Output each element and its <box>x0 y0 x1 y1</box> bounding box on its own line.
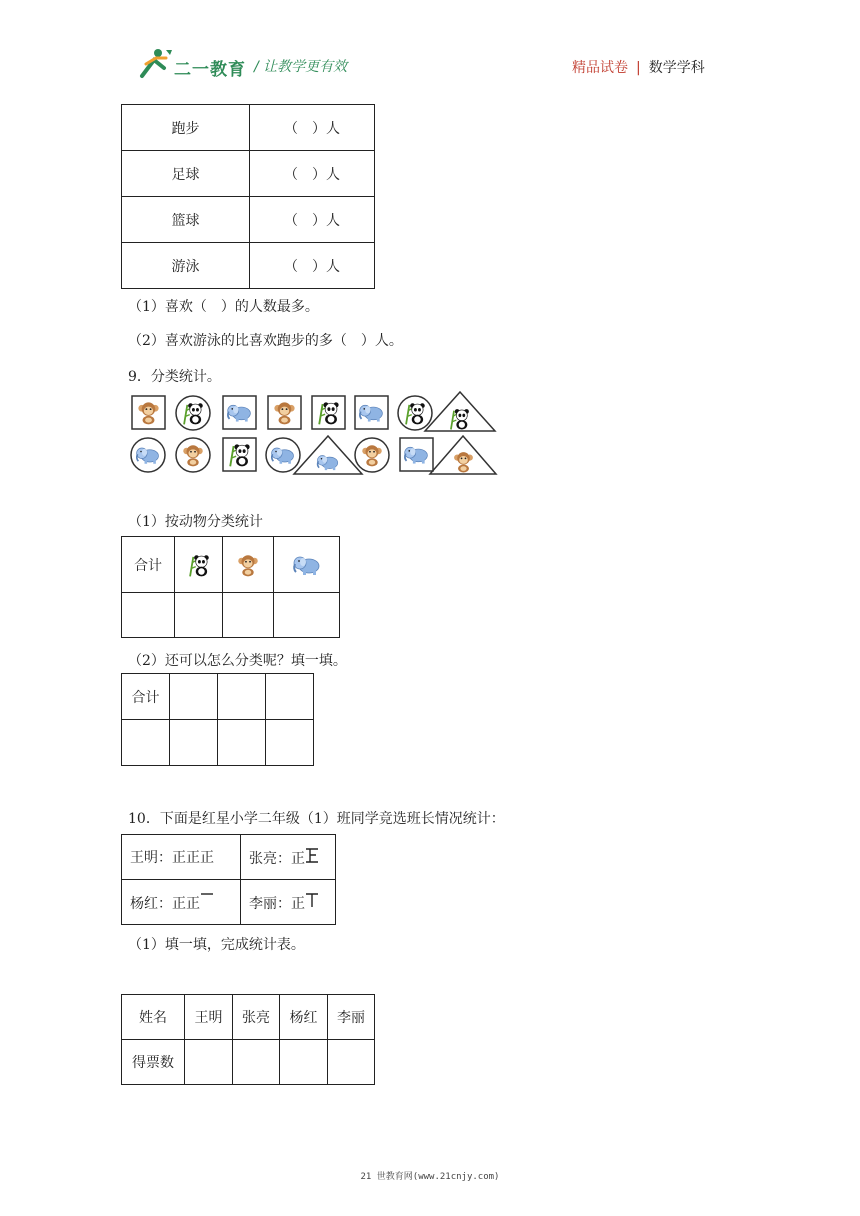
tally-marks: 正正 <box>172 895 200 912</box>
total-header: 合计 <box>122 537 175 593</box>
slogan: / 让教学更有效 <box>254 59 348 75</box>
circle-monkey-icon <box>355 438 389 472</box>
blank-cell[interactable] <box>233 1040 280 1085</box>
header-yanghong: 杨红 <box>280 995 328 1040</box>
shape-animal-grid <box>130 391 500 481</box>
q8-sub1: （1）喜欢（ ）的人数最多。 <box>128 299 319 315</box>
candidate-label: 杨红： <box>130 895 172 912</box>
candidate-label: 王明： <box>130 850 172 866</box>
table-row <box>122 197 375 243</box>
q10-sub1: （1）填一填，完成统计表。 <box>128 937 305 953</box>
tally-partial-icon <box>305 847 319 863</box>
triangle-monkey-icon <box>430 436 496 474</box>
blank-cell[interactable] <box>185 1040 233 1085</box>
sport-name: 游泳 <box>122 243 250 289</box>
sport-table <box>121 104 375 289</box>
table-row <box>122 674 314 720</box>
square-elephant-icon <box>355 396 388 429</box>
sport-name: 足球 <box>122 151 250 197</box>
table-row <box>122 1040 375 1085</box>
monkey-header-icon <box>223 537 274 593</box>
blank-cell[interactable] <box>266 674 314 720</box>
vote-cell-lili <box>241 880 336 925</box>
count-blank: （ ）人 <box>250 105 375 151</box>
table-row <box>122 995 375 1040</box>
square-monkey-icon <box>268 396 301 429</box>
circle-panda-icon <box>176 396 210 430</box>
blank-cell[interactable] <box>170 674 218 720</box>
header-tags <box>572 57 705 77</box>
table-row <box>122 243 375 289</box>
table-row <box>122 537 340 593</box>
table-row <box>122 880 336 925</box>
custom-classify-table <box>121 673 314 766</box>
header-logo <box>136 46 174 80</box>
header-separator: | <box>636 60 641 76</box>
total-header: 合计 <box>122 674 170 720</box>
tally-partial-icon <box>305 892 319 908</box>
table-row <box>122 151 375 197</box>
blank-cell[interactable] <box>122 720 170 766</box>
blank-cell[interactable] <box>170 720 218 766</box>
q9-title: 9．分类统计。 <box>128 369 221 385</box>
footer: 21 世教育网(www.21cnjy.com) <box>360 1172 500 1182</box>
blank-cell[interactable] <box>218 674 266 720</box>
vote-cell-wangming <box>122 835 241 880</box>
count-blank: （ ）人 <box>250 243 375 289</box>
animal-count-table <box>121 536 340 638</box>
runner-logo-icon <box>136 46 174 80</box>
candidate-label: 张亮： <box>249 850 291 867</box>
table-row <box>122 593 340 638</box>
votes-row-label: 得票数 <box>122 1040 185 1085</box>
header-wangming: 王明 <box>185 995 233 1040</box>
q8-sub2: （2）喜欢游泳的比喜欢跑步的多（ ）人。 <box>128 333 403 349</box>
circle-elephant-icon <box>131 438 165 472</box>
circle-panda-icon <box>398 396 432 430</box>
square-panda-icon <box>312 396 345 429</box>
square-elephant-icon <box>400 438 433 471</box>
blank-cell[interactable] <box>274 593 340 638</box>
blank-cell[interactable] <box>280 1040 328 1085</box>
tag-premium: 精品试卷 <box>572 60 628 76</box>
q10-title: 10．下面是红星小学二年级（1）班同学竞选班长情况统计： <box>128 811 505 827</box>
vote-tally-table <box>121 834 336 925</box>
blank-cell[interactable] <box>328 1040 375 1085</box>
square-panda-icon <box>223 438 256 471</box>
elephant-header-icon <box>274 537 340 593</box>
triangle-elephant-icon <box>294 436 362 474</box>
table-row <box>122 835 336 880</box>
q9-sub1: （1）按动物分类统计 <box>128 514 263 530</box>
brand-name: 二一教育 <box>174 60 246 80</box>
triangle-panda-icon <box>425 392 495 431</box>
square-elephant-icon <box>223 396 256 429</box>
header-lili: 李丽 <box>328 995 375 1040</box>
header-zhangliang: 张亮 <box>233 995 280 1040</box>
tally-marks: 正 <box>291 850 305 867</box>
blank-cell[interactable] <box>122 593 175 638</box>
panda-header-icon <box>175 537 223 593</box>
tally-partial-icon <box>200 892 214 908</box>
count-blank: （ ）人 <box>250 151 375 197</box>
q9-sub2: （2）还可以怎么分类呢？填一填。 <box>128 653 347 669</box>
circle-elephant-icon <box>266 438 300 472</box>
vote-cell-yanghong <box>122 880 241 925</box>
header-name: 姓名 <box>122 995 185 1040</box>
count-blank: （ ）人 <box>250 197 375 243</box>
sport-name: 篮球 <box>122 197 250 243</box>
blank-cell[interactable] <box>223 593 274 638</box>
tally-marks: 正正正 <box>172 850 214 866</box>
sport-name: 跑步 <box>122 105 250 151</box>
table-row <box>122 105 375 151</box>
blank-cell[interactable] <box>218 720 266 766</box>
vote-stat-table <box>121 994 375 1085</box>
tag-subject: 数学学科 <box>648 60 705 76</box>
vote-cell-zhangliang <box>241 835 336 880</box>
blank-cell[interactable] <box>266 720 314 766</box>
circle-monkey-icon <box>176 438 210 472</box>
table-row <box>122 720 314 766</box>
tally-marks: 正 <box>291 895 305 912</box>
square-monkey-icon <box>132 396 165 429</box>
candidate-label: 李丽： <box>249 895 291 912</box>
blank-cell[interactable] <box>175 593 223 638</box>
